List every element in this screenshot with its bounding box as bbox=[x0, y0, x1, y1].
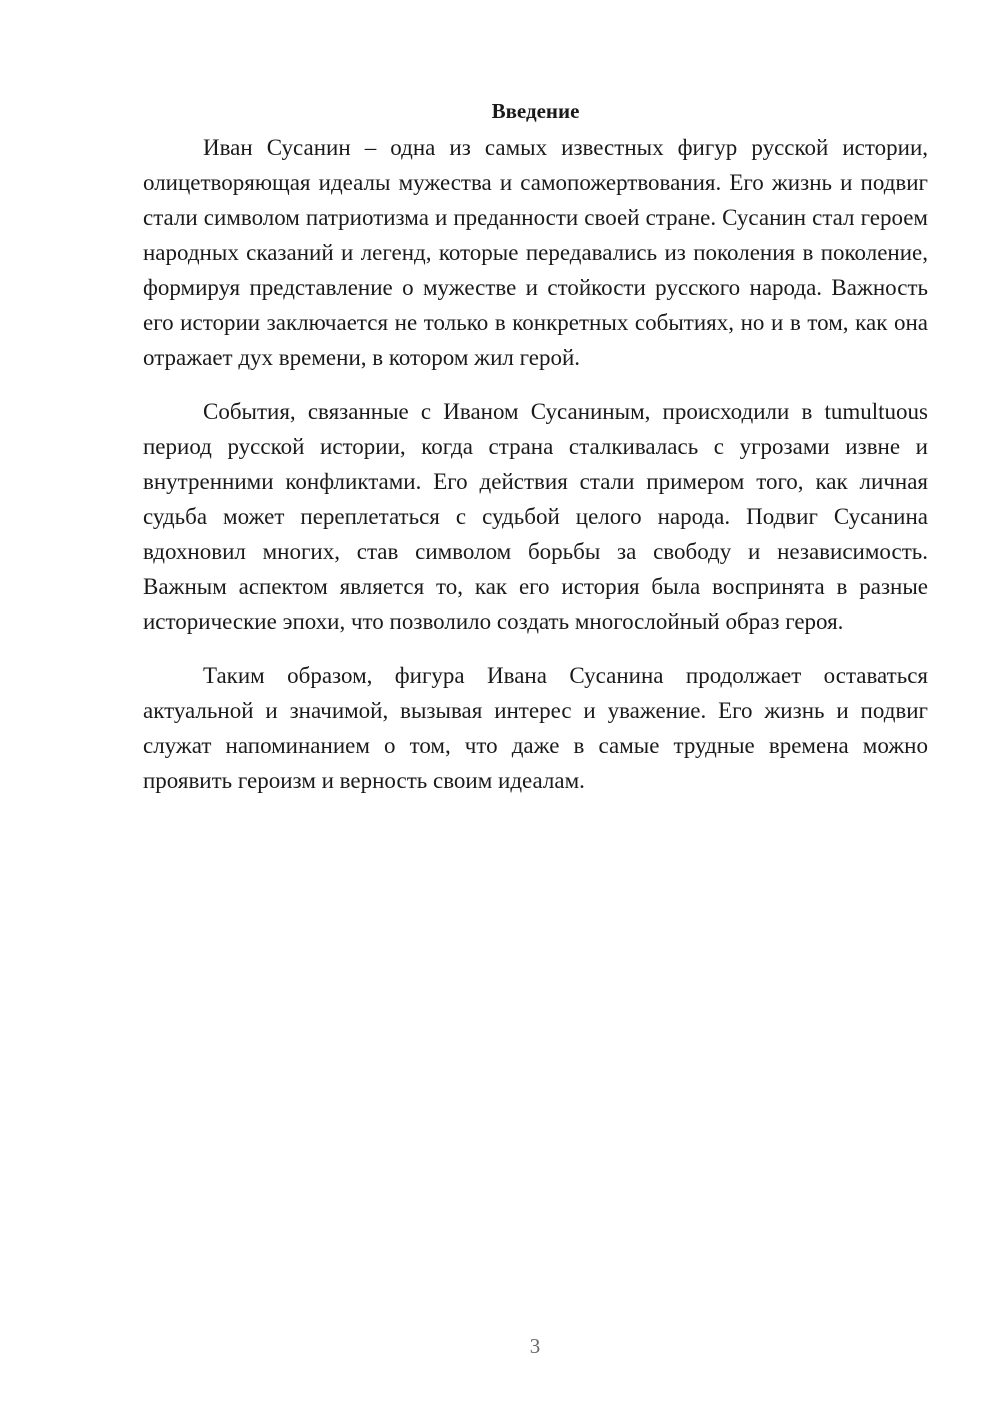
section-heading: Введение bbox=[491, 99, 580, 123]
page-content bbox=[143, 96, 928, 798]
paragraph-3: Таким образом, фигура Ивана Сусанина продолжает оставаться актуальной и значимой, вызывая интерес и уважение. Его жизнь и подвиг служат напоминанием о том, что даже в самые трудные времена можно проявить героизм и верность своим идеалам. bbox=[143, 663, 928, 793]
page-number: 3 bbox=[529, 1334, 541, 1358]
paragraph-2: События, связанные с Иваном Сусаниным, происходили в tumultuous период русской истории, когда страна сталкивалась с угрозами извне и внутренними конфликтами. Его действия стали примером того, как личная судьба может переплетаться с судьбой целого народа. Подвиг Сусанина вдохновил многих, став символом борьбы за свободу и независимость. Важным аспектом является то, как его история была воспринята в разные исторические эпохи, что позволило создать многослойный образ героя. bbox=[143, 399, 928, 634]
paragraph-1: Иван Сусанин – одна из самых известных фигур русской истории, олицетворяющая идеалы мужества и самопожертвования. Его жизнь и подвиг стали символом патриотизма и преданности своей стране. Сусанин стал героем народных сказаний и легенд, которые передавались из поколения в поколение, формируя представление о мужестве и стойкости русского народа. Важность его истории заключается не только в конкретных событиях, но и в том, как она отражает дух времени, в котором жил герой. bbox=[143, 135, 928, 370]
